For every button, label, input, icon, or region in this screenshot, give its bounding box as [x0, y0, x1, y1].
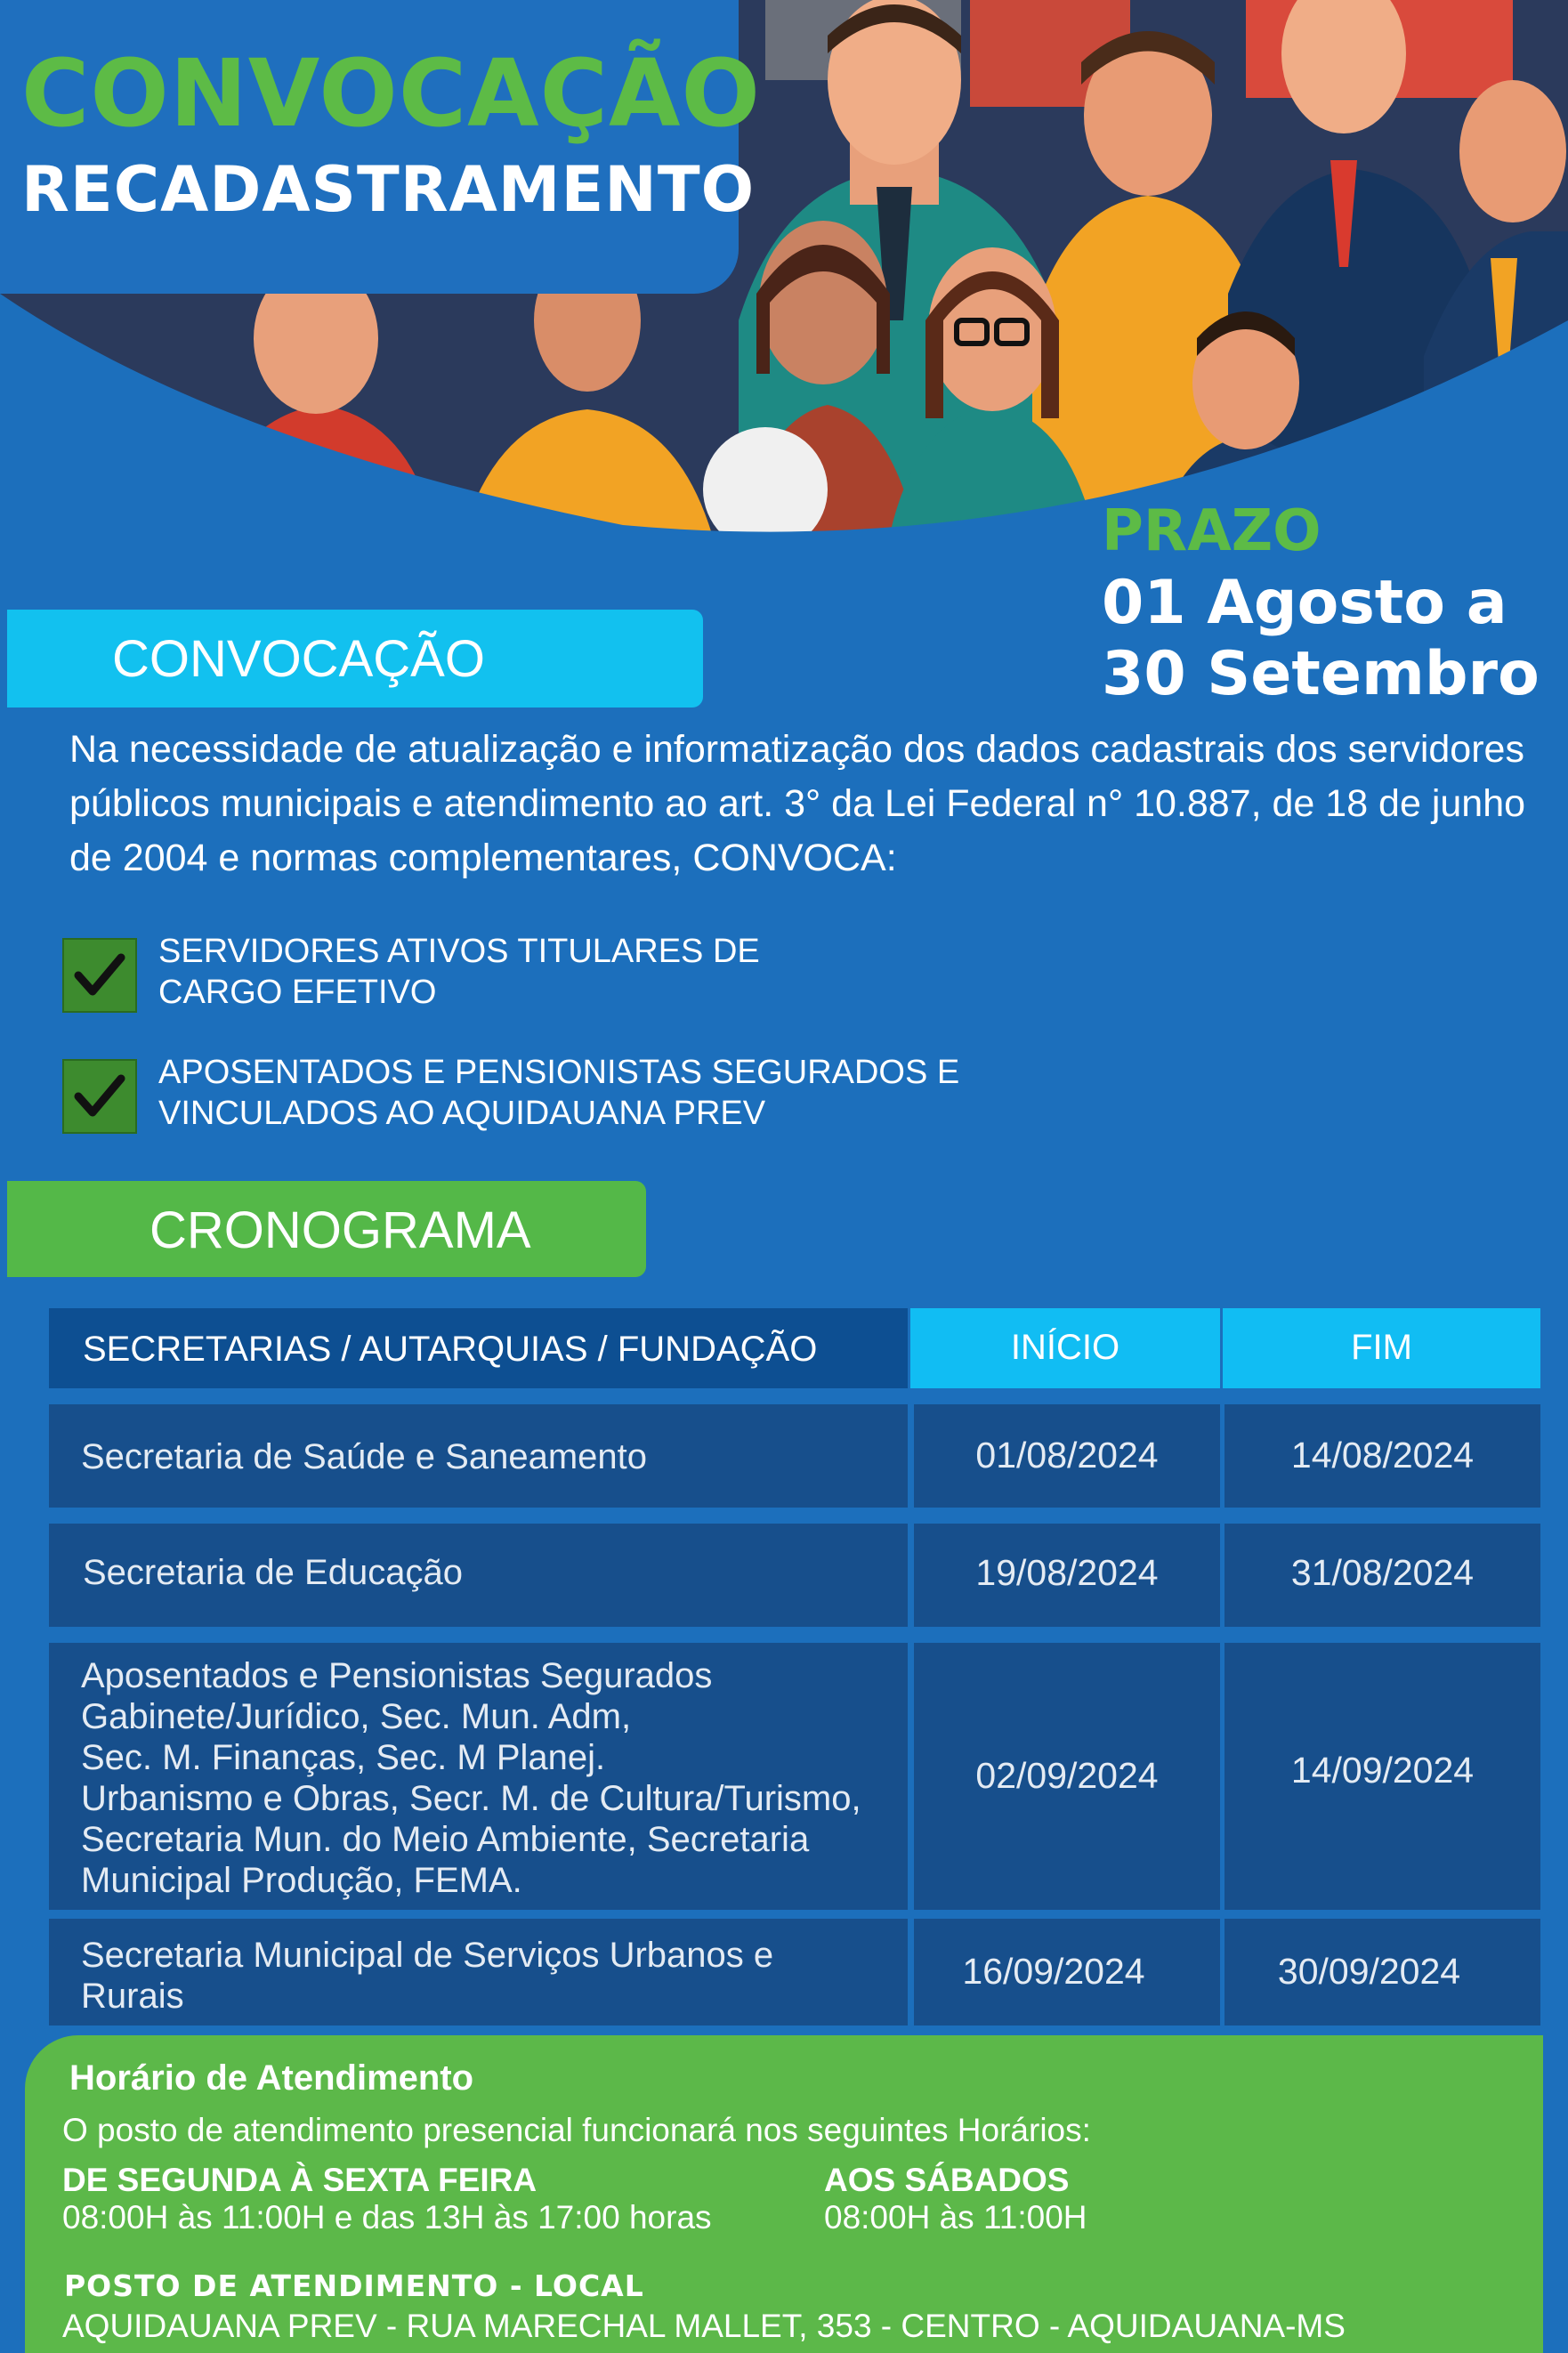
convoca-item-aposentados: [158, 1052, 1137, 1134]
row-line: Sec. M. Finanças, Sec. M Planej.: [81, 1738, 606, 1777]
saturday-hours: 08:00H às 11:00H: [824, 2199, 1087, 2236]
header-label: FIM: [1351, 1328, 1412, 1367]
date-inicio: 16/09/2024: [962, 1951, 1145, 1992]
date-inicio: 02/09/2024: [975, 1755, 1159, 1796]
cronograma-heading: CRONOGRAMA: [150, 1201, 531, 1259]
item-line: CARGO EFETIVO: [158, 974, 437, 1011]
address: AQUIDAUANA PREV - RUA MARECHAL MALLET, 353 - CENTRO - AQUIDAUANA-MS: [62, 2308, 1346, 2344]
row-line: Rurais: [81, 1977, 184, 2016]
row-line: Aposentados e Pensionistas Segurados: [81, 1656, 713, 1695]
row-label: [81, 1655, 861, 1901]
row-line: Secretaria Municipal de Serviços Urbanos e: [81, 1936, 774, 1975]
convocacao-banner: [7, 610, 703, 708]
subtitle: RECADASTRAMENTO: [21, 153, 756, 226]
date-inicio: 19/08/2024: [975, 1552, 1159, 1593]
cell-inicio: [914, 1919, 1220, 2026]
weekday-label: DE SEGUNDA À SEXTA FEIRA: [62, 2162, 537, 2198]
date-fim: 31/08/2024: [1290, 1552, 1475, 1593]
row-line: Urbanismo e Obras, Secr. M. de Cultura/Turismo,: [81, 1779, 861, 1818]
cell-inicio: [914, 1643, 1220, 1910]
date-fim: 14/08/2024: [1290, 1435, 1475, 1476]
horario-heading: Horário de Atendimento: [69, 2058, 474, 2098]
row-line: Gabinete/Jurídico, Sec. Mun. Adm,: [81, 1697, 632, 1736]
table-row-saude: [49, 1404, 908, 1508]
row-label: [81, 1935, 773, 2017]
header-label: SECRETARIAS / AUTARQUIAS / FUNDAÇÃO: [83, 1330, 818, 1369]
table-header-inicio: [910, 1308, 1220, 1388]
cell-inicio: [914, 1524, 1220, 1627]
row-label: Secretaria de Saúde e Saneamento: [81, 1437, 647, 1476]
date-fim: 14/09/2024: [1290, 1750, 1475, 1791]
convocacao-text: Na necessidade de atualização e informatização dos dados cadastrais dos servidores públicos municipais e atendimento ao art. 3° da Lei Federal n° 10.887, de 18 de junho de 2004 e normas complementares, CONVOCA:: [69, 728, 1526, 879]
cell-fim: [1224, 1643, 1540, 1910]
horario-intro: O posto de atendimento presencial funcionará nos seguintes Horários:: [62, 2112, 1091, 2148]
table-header-fim: [1223, 1308, 1540, 1388]
item-line: APOSENTADOS E PENSIONISTAS SEGURADOS E: [158, 1054, 960, 1091]
convoca-item-ativos: [158, 931, 1137, 1013]
table-row-educacao: [49, 1524, 908, 1627]
date-inicio: 01/08/2024: [975, 1435, 1159, 1476]
convocacao-heading: CONVOCAÇÃO: [112, 630, 485, 688]
date-fim: 30/09/2024: [1277, 1951, 1461, 1992]
row-label: Secretaria de Educação: [83, 1553, 463, 1592]
cronograma-banner: [7, 1181, 646, 1277]
horario-atendimento-box: [25, 2035, 1543, 2353]
table-header-secretarias: [49, 1308, 908, 1388]
item-line: VINCULADOS AO AQUIDAUANA PREV: [158, 1095, 766, 1132]
cell-inicio: [914, 1404, 1220, 1508]
title-card: [0, 0, 761, 294]
checkmark-icon: [62, 938, 137, 1013]
main-title: CONVOCAÇÃO: [21, 39, 761, 148]
prazo-label: PRAZO: [1102, 498, 1321, 564]
row-line: Municipal Produção, FEMA.: [81, 1861, 522, 1900]
prazo-end: 30 Setembro: [1102, 639, 1540, 709]
table-row-aposentados-gabinete: [49, 1643, 908, 1910]
saturday-label: AOS SÁBADOS: [824, 2162, 1070, 2198]
prazo-start: 01 Agosto a: [1102, 568, 1507, 638]
checkmark-icon: [62, 1059, 137, 1134]
header-label: INÍCIO: [1010, 1328, 1120, 1367]
cell-fim: [1224, 1919, 1540, 2026]
cell-fim: [1224, 1404, 1540, 1508]
item-line: SERVIDORES ATIVOS TITULARES DE: [158, 933, 760, 970]
table-row-servicos-urbanos: [49, 1919, 908, 2026]
local-label: POSTO DE ATENDIMENTO - LOCAL: [64, 2268, 644, 2303]
row-line: Secretaria Mun. do Meio Ambiente, Secretaria: [81, 1820, 810, 1859]
weekday-hours: 08:00H às 11:00H e das 13H às 17:00 horas: [62, 2199, 712, 2236]
cell-fim: [1224, 1524, 1540, 1627]
